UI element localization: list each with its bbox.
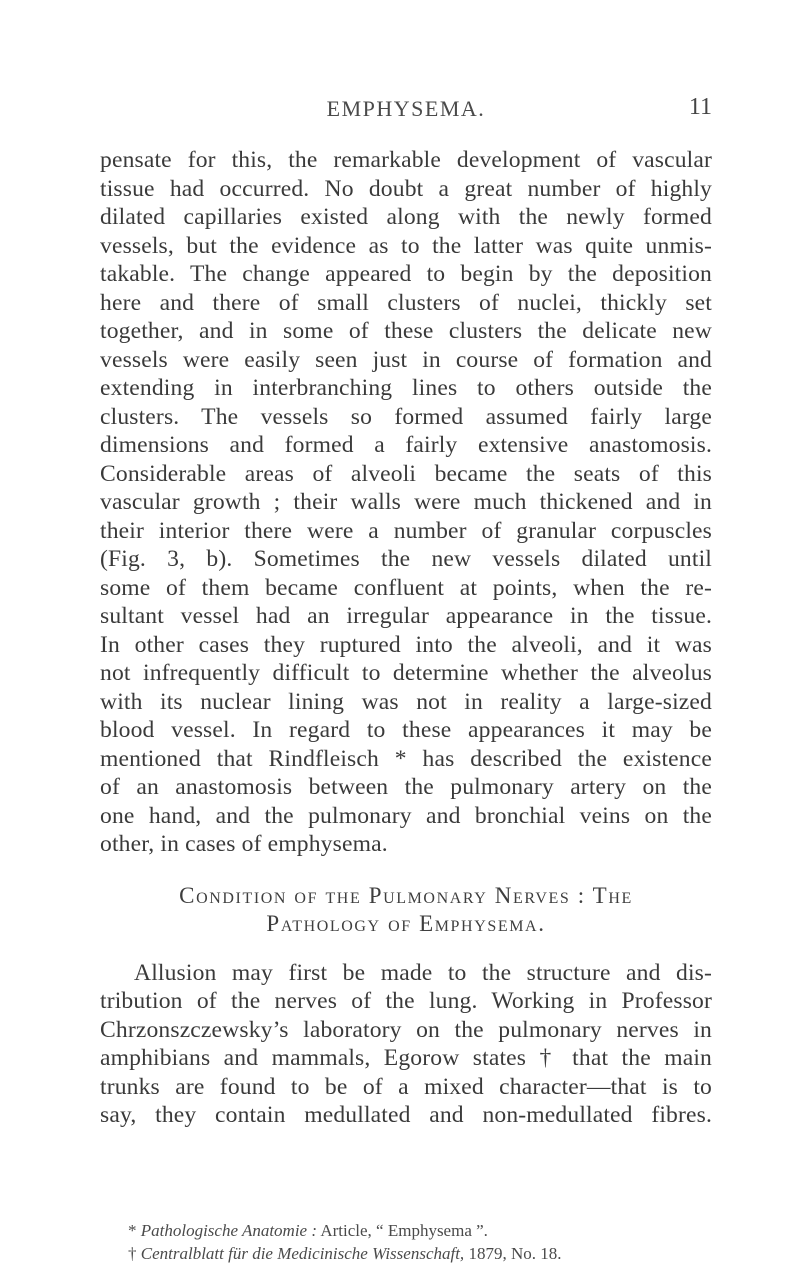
text-line: other, in cases of emphysema. xyxy=(100,831,388,857)
section-heading-line: Condition of the Pulmonary Nerves : The xyxy=(179,882,633,908)
text-line: sultant vessel had an irregular appearance in the tissue. xyxy=(100,603,712,629)
text-line: of an anastomosis between the pulmonary artery on the xyxy=(100,774,712,800)
text-line: (Fig. 3, b). Sometimes the new vessels dilated until xyxy=(100,546,712,572)
text-line: together, and in some of these clusters the delicate new xyxy=(100,318,712,344)
text-line: here and there of small clusters of nuclei, thickly set xyxy=(100,289,712,316)
text-line: vascular growth ; their walls were much thickened and in xyxy=(100,489,712,515)
text-line: pensate for this, the remarkable development of vascular xyxy=(100,147,712,173)
text-line: mentioned that Rindfleisch * has described the existence xyxy=(100,745,712,772)
running-head: EMPHYSEMA. xyxy=(326,96,486,121)
text-line: dimensions and formed a fairly extensive anastomosis. xyxy=(100,432,712,458)
footnote-title: Pathologische Anatomie : xyxy=(140,1221,318,1240)
text-line: extending in interbranching lines to others outside the xyxy=(100,375,712,401)
text-line: with its nuclear lining was not in reality a large-sized xyxy=(100,688,712,715)
paragraph-2 xyxy=(100,959,712,1130)
text-line: their interior there were a number of granular corpuscles xyxy=(100,517,712,544)
text-line: clusters. The vessels so formed assumed fairly large xyxy=(100,403,712,430)
text-line: dilated capillaries existed along with the newly formed xyxy=(100,204,712,230)
text-line: Chrzonszczewsky’s laboratory on the pulmonary nerves in xyxy=(100,1016,712,1043)
text-line: Allusion may first be made to the structure and dis- xyxy=(134,959,712,986)
footnote-text: 1879, No. 18. xyxy=(464,1244,562,1263)
text-line: trunks are found to be of a mixed character—that is to xyxy=(100,1073,712,1100)
text-line: blood vessel. In regard to these appearances it may be xyxy=(100,717,712,743)
text-line: say, they contain medullated and non-medullated fibres. xyxy=(100,1102,712,1128)
text-line: vessels were easily seen just in course of formation and xyxy=(100,346,712,373)
text-line: one hand, and the pulmonary and bronchial veins on the xyxy=(100,802,712,829)
text-line: tissue had occurred. No doubt a great number of highly xyxy=(100,175,712,202)
text-line: some of them became confluent at points, when the re- xyxy=(100,574,712,601)
footnotes xyxy=(128,1219,728,1265)
text-line: not infrequently difficult to determine whether the alveolus xyxy=(100,660,712,686)
text-line: vessels, but the evidence as to the latter was quite unmis- xyxy=(100,232,712,259)
text-line: Considerable areas of alveoli became the seats of this xyxy=(100,460,712,487)
text-line: takable. The change appeared to begin by the deposition xyxy=(100,261,712,287)
footnote-text: Article, “ Emphysema ”. xyxy=(317,1221,488,1240)
section-heading xyxy=(100,882,712,938)
page-header xyxy=(100,92,712,126)
body-text xyxy=(100,146,712,1130)
section-heading-line: Pathology of Emphysema. xyxy=(266,910,546,936)
text-line: In other cases they ruptured into the alveoli, and it was xyxy=(100,631,712,658)
footnote xyxy=(128,1242,728,1265)
footnote-marker: * xyxy=(128,1221,137,1240)
page-number: 11 xyxy=(688,94,712,120)
text-line: tribution of the nerves of the lung. Working in Professor xyxy=(100,988,712,1014)
footnote xyxy=(128,1219,728,1242)
text-line: amphibians and mammals, Egorow states † that the main xyxy=(100,1045,712,1071)
paragraph-1 xyxy=(100,146,712,859)
footnote-marker: † xyxy=(128,1244,137,1263)
footnote-title: Centralblatt für die Medicinische Wissenschaft, xyxy=(140,1244,465,1263)
